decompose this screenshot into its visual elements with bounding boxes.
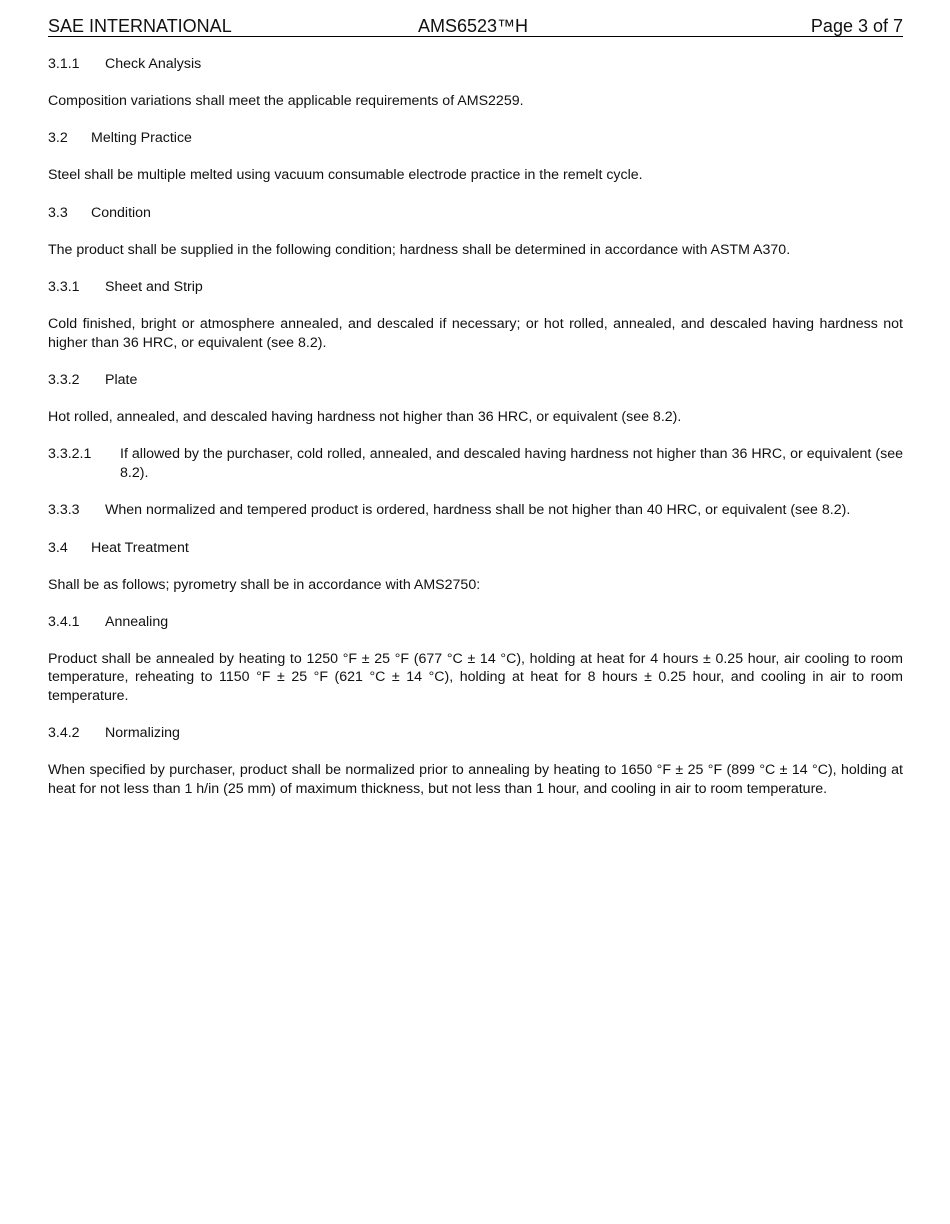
section-heading-3-1-1 xyxy=(48,55,903,73)
section-title: Check Analysis xyxy=(105,56,202,72)
section-title: Normalizing xyxy=(105,725,180,742)
section-number: 3.2 xyxy=(48,130,68,147)
section-text: When normalized and tempered product is ordered, hardness shall be not higher than 40 HRC, or equivalent (see 8.2). xyxy=(105,502,851,519)
section-heading-3-4-1 xyxy=(48,613,903,631)
section-number: 3.3.2 xyxy=(48,372,80,389)
header-organization: SAE INTERNATIONAL xyxy=(48,16,232,36)
section-text-3-2: Steel shall be multiple melted using vacuum consumable electrode practice in the remelt cycle. xyxy=(48,167,643,184)
page-header xyxy=(48,14,903,37)
section-title: Sheet and Strip xyxy=(105,279,203,296)
section-number: 3.3.1 xyxy=(48,279,80,296)
document-body xyxy=(48,55,903,798)
section-title: Annealing xyxy=(105,614,169,631)
section-heading-3-3 xyxy=(48,204,903,222)
section-title: Condition xyxy=(91,204,151,221)
header-document-id: AMS6523™H xyxy=(418,16,529,36)
section-number: 3.4.1 xyxy=(48,614,80,631)
section-text-3-1-1: Composition variations shall meet the applicable requirements of AMS2259. xyxy=(48,93,524,109)
section-text-3-4-1: Product shall be annealed by heating to 1250 °F ± 25 °F (677 °C ± 14 °C), holding at heat for 4 hours ± 0.25 hour, air cooling to room temperature, reheating to 1150 °F ± 25 °F (621 °C ± 14 °C), holding at heat for 8 hours ± 0.25 hour, and cooling in air to room temperature. xyxy=(48,651,903,704)
section-number: 3.3 xyxy=(48,204,68,221)
section-title: Plate xyxy=(105,372,138,389)
section-text-3-3-1: Cold finished, bright or atmosphere annealed, and descaled if necessary; or hot rolled, annealed, and descaled having hardness not higher than 36 HRC, or equivalent (see 8.2). xyxy=(48,316,903,351)
section-heading-3-4-2 xyxy=(48,724,903,742)
section-number: 3.3.3 xyxy=(48,502,80,519)
section-text-3-3: The product shall be supplied in the following condition; hardness shall be determined in accordance with ASTM A370. xyxy=(48,241,791,258)
section-heading-3-3-2 xyxy=(48,371,903,389)
section-text-3-4-2: When specified by purchaser, product shall be normalized prior to annealing by heating to 1650 °F ± 25 °F (899 °C ± 14 °C), holding at heat for not less than 1 h/in (25 mm) of maximum thickness, but not less than 1 hour, and cooling in air to room temperature. xyxy=(48,762,903,797)
section-heading-3-4 xyxy=(48,539,903,557)
section-text-3-4: Shall be as follows; pyrometry shall be in accordance with AMS2750: xyxy=(48,576,481,593)
section-number: 3.3.2.1 xyxy=(48,446,92,463)
section-number: 3.4.2 xyxy=(48,725,80,742)
header-page-number: Page 3 of 7 xyxy=(810,16,903,36)
section-heading-3-2 xyxy=(48,129,903,147)
section-text: If allowed by the purchaser, cold rolled, annealed, and descaled having hardness not higher than 36 HRC, or equivalent (see 8.2). xyxy=(120,446,903,481)
section-title: Melting Practice xyxy=(91,130,192,147)
section-number: 3.1.1 xyxy=(48,56,80,72)
section-number: 3.4 xyxy=(48,539,68,556)
section-3-3-2-1 xyxy=(48,445,903,482)
section-text-3-3-2: Hot rolled, annealed, and descaled having hardness not higher than 36 HRC, or equivalent (see 8.2). xyxy=(48,409,682,426)
section-heading-3-3-1 xyxy=(48,278,903,296)
section-title: Heat Treatment xyxy=(91,539,189,556)
section-3-3-3 xyxy=(48,501,903,519)
